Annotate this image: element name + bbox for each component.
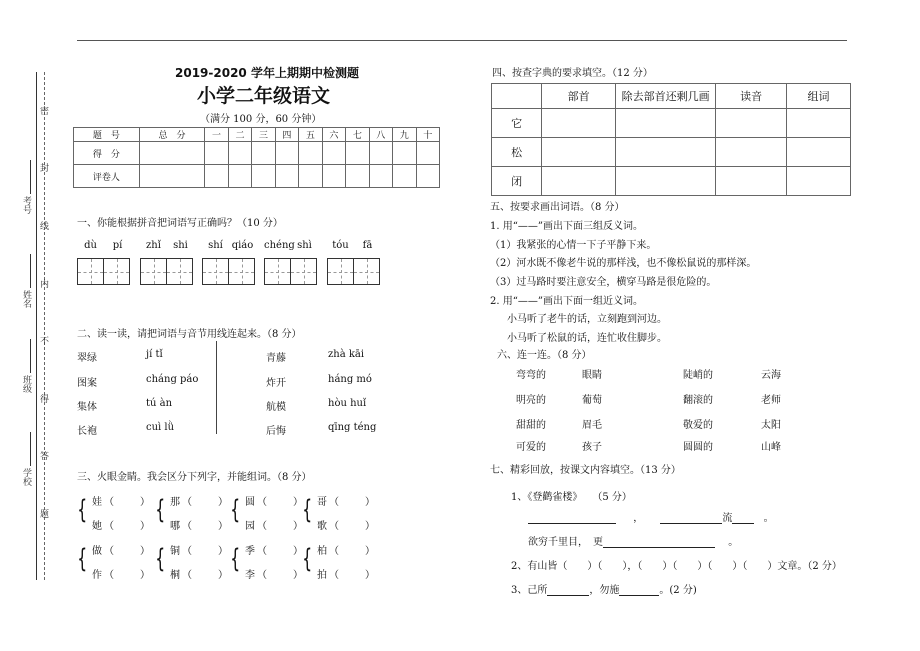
word-blank[interactable]: （ ） [329,497,377,508]
connect-word[interactable]: 敬爱的 [683,420,713,431]
score-header-cell: 六 [322,128,345,142]
dict-header-cell: 部首 [542,84,616,109]
tianzige-box[interactable] [77,258,104,285]
brace-icon: { [302,544,313,574]
char: 那 [170,497,180,508]
dict-input-cell[interactable] [542,109,616,138]
char-group-row [245,566,305,581]
word-blank[interactable]: （ ） [104,570,152,581]
score-input-cell[interactable] [275,142,298,165]
binding-field-blank[interactable] [30,160,31,194]
score-input-cell[interactable] [416,165,440,188]
brace-icon: { [230,495,241,525]
word-blank[interactable]: （ ） [104,497,152,508]
item3-mid: ，勿施 [589,585,620,596]
score-input-cell[interactable] [322,142,345,165]
seal-char: 封 [38,163,48,172]
pinyin-syllable: chéng [264,240,295,251]
seal-char: 内 [38,279,48,288]
score-header-cell: 三 [252,128,275,142]
connect-word[interactable]: 山峰 [761,442,781,453]
poem-blank-2[interactable] [660,512,722,524]
dict-header-cell: 除去部首还剩几画 [615,84,715,109]
brace-icon: { [302,495,313,525]
pinyin-syllable: tóu [332,240,349,251]
tianzige-box[interactable] [202,258,229,285]
char: 园 [245,521,255,532]
item3-blank-2[interactable] [619,584,659,596]
pinyin-syllable: dù [84,240,97,251]
binding-field-label: 班级 [21,375,31,393]
char-group-row [245,493,305,508]
tianzige-box[interactable] [327,258,354,285]
char: 桐 [170,570,180,581]
score-input-cell[interactable] [416,142,440,165]
word-blank[interactable]: （ ） [257,521,305,532]
dict-input-cell[interactable] [615,167,715,196]
seal-char: 题 [38,509,48,518]
score-input-cell[interactable] [275,165,298,188]
pinyin-syllable: shì [297,240,312,251]
score-header-cell: 题 号 [74,128,140,142]
binding-field-label: 学校 [21,468,31,486]
char-group-row [317,493,377,508]
char: 作 [92,570,102,581]
connect-word[interactable]: 可爱的 [516,442,546,453]
score-input-cell[interactable] [205,165,228,188]
score-input-cell[interactable] [228,165,251,188]
char: 柏 [317,546,327,557]
char: 她 [92,521,102,532]
connect-word[interactable]: 圆圆的 [683,442,713,453]
item3-end: 。(2 分) [659,585,697,596]
score-input-cell[interactable] [393,142,416,165]
tianzige-box[interactable] [264,258,291,285]
char: 哪 [170,521,180,532]
q7-item1: 1、《登鹳雀楼》 （5 分） [511,492,632,503]
char: 做 [92,546,102,557]
connect-word[interactable]: 甜甜的 [516,420,546,431]
dictionary-table [491,83,851,196]
char: 季 [245,546,255,557]
q7-item3 [511,581,697,596]
tianzige-box[interactable] [166,258,193,285]
q7-title: 七、精彩回放，按课文内容填空。（13 分） [490,465,681,476]
match-word[interactable]: 集体 [77,402,97,413]
seal-char: 答 [38,451,48,460]
binding-line-inner [44,72,45,580]
char-group-row [170,517,230,532]
binding-field-blank[interactable] [30,254,31,288]
q5-line: 小马听了老牛的话，立刻跑到河边。 [507,314,667,325]
dict-header-cell [492,84,542,109]
connect-word[interactable]: 孩子 [582,442,602,453]
q5-line: （2）河水既不像老牛说的那样浅，也不像松鼠说的那样深。 [490,258,757,269]
char-group-row [170,493,230,508]
poem-yu: 欲穷千里目， 更 [528,537,603,548]
dict-char: 它 [492,109,542,138]
score-input-cell[interactable] [369,142,392,165]
match-word[interactable]: 后悔 [266,426,286,437]
dict-input-cell[interactable] [615,109,715,138]
seal-char: 不 [38,336,48,345]
score-input-cell[interactable] [139,142,205,165]
char-group-row [245,517,305,532]
match-word[interactable]: 长袍 [77,426,97,437]
q4-title: 四、按查字典的要求填空。（12 分） [492,68,653,79]
brace-icon: { [77,544,88,574]
char-group-row [245,542,305,557]
char-group-row [92,542,152,557]
word-blank[interactable]: （ ） [182,546,230,557]
pinyin-syllable: shí [208,240,223,251]
score-input-cell[interactable] [139,165,205,188]
subject-title: 小学二年级语文 [197,85,331,107]
dict-input-cell[interactable] [787,109,851,138]
brace-icon: { [77,495,88,525]
q6-title: 六、连一连。（8 分） [497,350,592,361]
q5-line: 小马听了松鼠的话，连忙收住脚步。 [507,333,667,344]
connect-word[interactable]: 云海 [761,370,781,381]
word-blank[interactable]: （ ） [257,497,305,508]
tianzige-box[interactable] [103,258,130,285]
q5-line: （1）我紧张的心情一下子平静下来。 [490,240,657,251]
score-header-cell: 七 [346,128,369,142]
binding-field-label: 姓名 [21,290,31,308]
pinyin-word [327,240,382,285]
q5-line: 2. 用“——”画出下面一组近义词。 [490,296,643,307]
item3-blank-1[interactable] [547,584,589,596]
tianzige-box[interactable] [140,258,167,285]
pinyin-word [140,240,195,285]
connect-word[interactable]: 眼睛 [582,370,602,381]
char: 歌 [317,521,327,532]
poem-period: 。 [763,513,774,524]
match-word[interactable]: 翠绿 [77,353,97,364]
pinyin-word [264,240,319,285]
match-pinyin[interactable]: háng mó [328,374,372,385]
word-blank[interactable]: （ ） [182,521,230,532]
tianzige-box[interactable] [228,258,255,285]
connect-word[interactable]: 老师 [761,395,781,406]
score-input-cell[interactable] [346,165,369,188]
q1-title: 一、你能根据拼音把词语写正确吗？（10 分） [77,218,283,229]
score-header-cell: 四 [275,128,298,142]
q7-poem-line2 [528,533,738,548]
dict-input-cell[interactable] [716,109,787,138]
match-word[interactable]: 航模 [266,402,286,413]
score-input-cell[interactable] [252,165,275,188]
score-header-cell: 九 [393,128,416,142]
dict-input-cell[interactable] [787,138,851,167]
tianzige-box[interactable] [353,258,380,285]
brace-icon: { [155,544,166,574]
poem-blank-1[interactable] [528,512,616,524]
brace-icon: { [230,544,241,574]
connect-word[interactable]: 明亮的 [516,395,546,406]
q3-title: 三、火眼金睛。我会区分下列字，并能组词。（8 分） [77,472,312,483]
char-group-row [92,517,152,532]
score-header-cell: 总 分 [139,128,205,142]
score-header-cell: 一 [205,128,228,142]
char: 哥 [317,497,327,508]
poem-blank-3[interactable] [732,512,754,524]
dict-header-cell: 读音 [716,84,787,109]
match-pinyin[interactable]: qīng téng [328,422,377,433]
binding-field-label: 考号 [21,196,31,214]
score-header-cell: 十 [416,128,440,142]
match-pinyin[interactable]: cuì lǜ [146,422,175,433]
q5-line: 1. 用“——”画出下面三组反义词。 [490,221,643,232]
connect-word[interactable]: 翻滚的 [683,395,713,406]
connect-word[interactable]: 葡萄 [582,395,602,406]
binding-field-blank[interactable] [30,339,31,373]
q2-title: 二、读一读，请把词语与音节用线连起来。（8 分） [77,329,302,340]
char-group-row [170,542,230,557]
score-input-cell[interactable] [205,142,228,165]
score-row-label: 评卷人 [74,165,140,188]
dict-input-cell[interactable] [615,138,715,167]
q7-poem-line1 [528,509,774,524]
score-row-label: 得 分 [74,142,140,165]
q2-divider [216,341,217,434]
dict-header-cell: 组词 [787,84,851,109]
poem-blank-4[interactable] [603,536,715,548]
match-pinyin[interactable]: zhà kāi [328,349,365,360]
match-word[interactable]: 图案 [77,378,97,389]
poem-comma: ， [633,513,644,524]
top-rule [77,40,847,41]
score-input-cell[interactable] [252,142,275,165]
match-pinyin[interactable]: hòu huǐ [328,398,367,409]
connect-word[interactable]: 弯弯的 [516,370,546,381]
char-group-row [317,542,377,557]
connect-word[interactable]: 陡峭的 [683,370,713,381]
pinyin-syllable: qiáo [231,240,254,251]
word-blank[interactable]: （ ） [329,521,377,532]
pinyin-syllable: zhǐ [146,240,161,251]
word-blank[interactable]: （ ） [257,546,305,557]
score-table [73,127,440,188]
binding-field-blank[interactable] [30,432,31,466]
char: 圆 [245,497,255,508]
pinyin-word [77,240,132,285]
match-pinyin[interactable]: jí tǐ [146,349,163,360]
score-input-cell[interactable] [393,165,416,188]
char: 李 [245,570,255,581]
pinyin-word [202,240,257,285]
word-blank[interactable]: （ ） [257,570,305,581]
char-group-row [92,566,152,581]
char-group-row [92,493,152,508]
char: 娃 [92,497,102,508]
connect-word[interactable]: 太阳 [761,420,781,431]
score-input-cell[interactable] [299,165,322,188]
match-word[interactable]: 青藤 [266,353,286,364]
score-input-cell[interactable] [322,165,345,188]
dict-input-cell[interactable] [716,138,787,167]
q5-line: （3）过马路时要注意安全，横穿马路是很危险的。 [490,277,717,288]
score-input-cell[interactable] [369,165,392,188]
char-group-row [170,566,230,581]
dict-input-cell[interactable] [542,138,616,167]
tianzige-box[interactable] [290,258,317,285]
dict-input-cell[interactable] [787,167,851,196]
exam-meta: （满分 100 分，60 分钟） [200,114,322,125]
score-input-cell[interactable] [228,142,251,165]
match-pinyin[interactable]: cháng páo [146,374,199,385]
brace-icon: { [155,495,166,525]
word-blank[interactable]: （ ） [329,546,377,557]
dict-input-cell[interactable] [716,167,787,196]
item3-start: 3、己所 [511,585,548,596]
word-blank[interactable]: （ ） [104,521,152,532]
score-header-cell: 八 [369,128,392,142]
match-word[interactable]: 炸开 [266,378,286,389]
match-pinyin[interactable]: tú àn [146,398,173,409]
pinyin-syllable: fā [362,240,373,251]
seal-char: 线 [38,221,48,230]
q7-item2: 2、有山皆（ ）（ ），（ ）（ ）（ ）（ ）文章。（2 分） [511,561,842,572]
score-input-cell[interactable] [299,142,322,165]
seal-char: 密 [38,106,48,115]
score-header-cell: 五 [299,128,322,142]
score-header-cell: 二 [228,128,251,142]
dict-char: 松 [492,138,542,167]
seal-char: 得 [38,394,48,403]
q5-title: 五、按要求画出词语。（8 分） [490,202,625,213]
connect-word[interactable]: 眉毛 [582,420,602,431]
pinyin-syllable: shi [173,240,188,251]
poem-liu: 流 [722,513,733,524]
score-input-cell[interactable] [346,142,369,165]
word-blank[interactable]: （ ） [104,546,152,557]
pinyin-syllable: pí [112,240,123,251]
year-title: 2019-2020 学年上期期中检测题 [175,66,359,80]
dict-input-cell[interactable] [542,167,616,196]
char-group-row [317,566,377,581]
binding-line-outer [36,72,37,580]
poem-period-2: 。 [728,537,739,548]
dict-char: 闭 [492,167,542,196]
word-blank[interactable]: （ ） [329,570,377,581]
char-group-row [317,517,377,532]
word-blank[interactable]: （ ） [182,497,230,508]
word-blank[interactable]: （ ） [182,570,230,581]
char: 铜 [170,546,180,557]
char: 拍 [317,570,327,581]
